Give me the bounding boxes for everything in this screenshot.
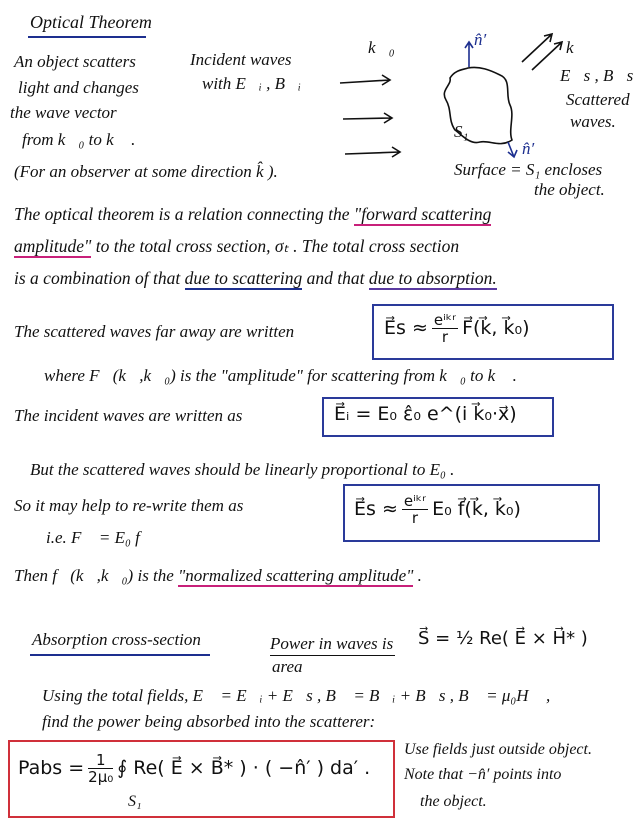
k0-label: k⃗₀ bbox=[368, 38, 395, 57]
paragraph-line bbox=[14, 236, 459, 256]
surface-note: the object. bbox=[534, 180, 605, 199]
highlight-forward-scattering: "forward scattering bbox=[353, 204, 492, 224]
numerator: eⁱᵏʳ bbox=[433, 311, 457, 329]
fraction bbox=[432, 312, 458, 345]
surface-label: S₁ bbox=[454, 122, 469, 141]
intro-line: from k⃗₀ to k⃗ . bbox=[22, 130, 136, 149]
surface-note: Surface = S₁ encloses bbox=[454, 160, 603, 179]
incident-label: Incident waves bbox=[190, 50, 292, 69]
fraction-line bbox=[270, 655, 395, 656]
then-text bbox=[14, 566, 422, 586]
eq-lhs: E⃗s ≈ bbox=[354, 498, 398, 520]
integral-subscript: S₁ bbox=[128, 793, 142, 810]
eq-rhs: F⃗(k⃗, k⃗₀) bbox=[462, 317, 530, 339]
text: . bbox=[413, 566, 422, 585]
intro-line: the wave vector bbox=[10, 103, 117, 122]
scattered-equation bbox=[384, 312, 530, 345]
rewrite-text: So it may help to re-write them as bbox=[14, 496, 244, 515]
normal-top-label: n̂′ bbox=[474, 30, 487, 49]
note-line: Use fields just outside object. bbox=[404, 741, 592, 758]
page-title: Optical Theorem bbox=[30, 12, 152, 32]
paragraph-line bbox=[14, 268, 497, 288]
incident-arrow-icon bbox=[343, 113, 392, 123]
normal-up-icon bbox=[465, 42, 473, 67]
incident-equation: E⃗ᵢ = E₀ ε̂₀ e^(i k⃗₀·x⃗) bbox=[334, 403, 517, 425]
numerator: 1 bbox=[88, 752, 113, 769]
total-fields-text: Using the total fields, E⃗ = E⃗ᵢ + E⃗s , B⃗ = B⃗ᵢ + B⃗s , B⃗ = μ₀H⃗ , bbox=[42, 686, 551, 705]
highlight-normalized: "normalized scattering amplitude" bbox=[178, 566, 414, 585]
fraction bbox=[88, 752, 113, 785]
note-line: Note that −n̂′ points into bbox=[404, 766, 562, 783]
text: to the total cross section, σₜ . The total cross section bbox=[91, 236, 460, 256]
eq-lhs: Pabs = bbox=[18, 757, 85, 779]
denominator: r bbox=[441, 328, 449, 346]
ie-text: i.e. F⃗ = E₀ f⃗ bbox=[46, 528, 154, 547]
incident-arrow-icon bbox=[340, 75, 390, 85]
normalized-equation bbox=[354, 493, 521, 526]
absorbed-power-equation bbox=[18, 752, 370, 785]
text: and that bbox=[302, 268, 369, 288]
eq-lhs: E⃗s ≈ bbox=[384, 317, 428, 339]
text: Then f⃗(k⃗,k⃗₀) is the bbox=[14, 566, 179, 585]
highlight-scattering: due to scattering bbox=[184, 268, 303, 288]
numerator: eⁱᵏʳ bbox=[403, 492, 427, 510]
k-label: k⃗ bbox=[566, 38, 587, 57]
scattered-label: waves. bbox=[570, 112, 616, 131]
observer-note: (For an observer at some direction k̂ ). bbox=[14, 162, 278, 181]
intro-line: light and changes bbox=[18, 78, 139, 97]
incident-arrow-icon bbox=[345, 147, 400, 157]
power-label: Power in waves is bbox=[270, 634, 394, 653]
note-line: the object. bbox=[420, 793, 487, 810]
text: The optical theorem is a relation connecting the bbox=[14, 204, 354, 224]
rewrite-text: But the scattered waves should be linearly proportional to E₀ . bbox=[30, 460, 455, 479]
eq-rhs: ∮ Re( E⃗ × B⃗* ) · ( −n̂′ ) da′ . bbox=[117, 757, 371, 779]
normal-bottom-label: n̂′ bbox=[522, 139, 535, 158]
find-power-text: find the power being absorbed into the scatterer: bbox=[42, 712, 376, 731]
intro-line: An object scatters bbox=[14, 52, 136, 71]
highlight-absorption: due to absorption. bbox=[368, 268, 497, 288]
incident-fields-label: with E⃗ᵢ , B⃗ᵢ bbox=[202, 74, 301, 93]
poynting-equation: S⃗ = ½ Re( E⃗ × H⃗* ) bbox=[418, 628, 588, 649]
area-label: area bbox=[272, 657, 303, 676]
fraction bbox=[402, 493, 428, 526]
normal-down-icon bbox=[508, 142, 517, 157]
scattered-arrow-icon bbox=[522, 34, 552, 62]
paragraph-line bbox=[14, 204, 491, 224]
amplitude-definition: where F⃗(k⃗,k⃗₀) is the "amplitude" for scattering from k⃗₀ to k⃗ . bbox=[44, 366, 517, 385]
absorption-heading: Absorption cross-section bbox=[32, 630, 201, 649]
highlight-amplitude: amplitude" bbox=[14, 236, 92, 256]
scattered-fields-label: E⃗s , B⃗s bbox=[560, 66, 634, 85]
scattered-text: The scattered waves far away are written bbox=[14, 322, 295, 341]
heading-underline bbox=[30, 654, 210, 656]
eq-rhs: E₀ f⃗(k⃗, k⃗₀) bbox=[432, 498, 521, 520]
scattered-label: Scattered bbox=[566, 90, 630, 109]
denominator: 2μ₀ bbox=[88, 768, 114, 786]
denominator: r bbox=[411, 509, 419, 527]
scattered-arrow-icon bbox=[532, 42, 562, 70]
incident-text: The incident waves are written as bbox=[14, 406, 243, 425]
text: is a combination of that bbox=[14, 268, 185, 288]
